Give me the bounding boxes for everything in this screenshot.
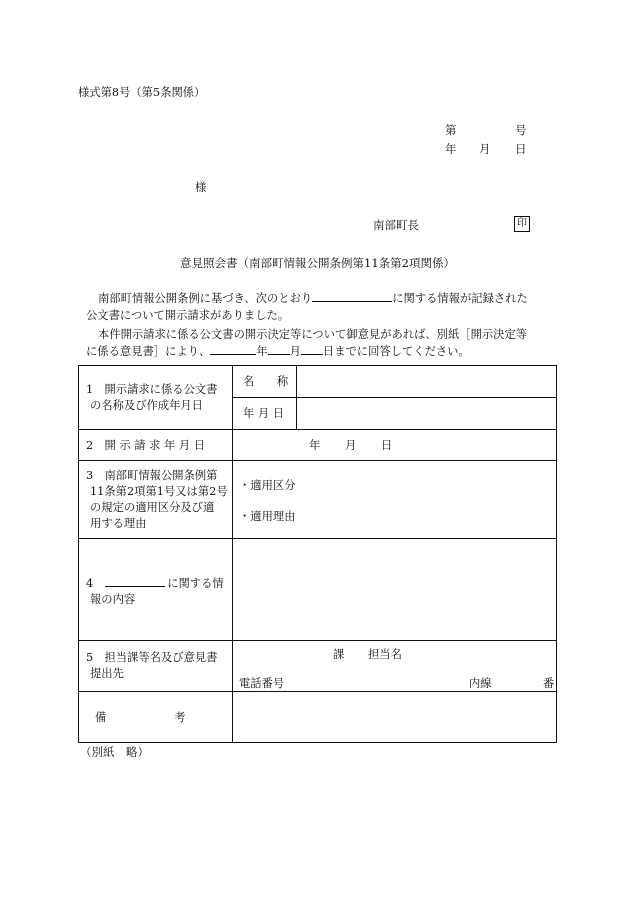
date-year: 年 [445,142,457,156]
footer-note: （別紙 略） [80,745,149,759]
request-date-field[interactable] [233,430,557,461]
label-text: に関する情 [167,577,224,590]
request-date-label: 2 開 示 請 求 年 月 日 [79,430,233,461]
body-paragraph-2 [86,326,556,360]
label-text: 1 開示請求に係る公文書 [86,382,218,396]
body-text: に関する情報が記録された [392,292,528,305]
month-text: 月 [345,439,357,452]
blank-line [210,343,256,355]
reason-field[interactable] [233,461,557,539]
label-text: 11条第2項第1号又は第2号 [90,484,228,498]
section-text: 課 [333,647,345,661]
day-text: 日 [381,439,393,452]
remarks-field[interactable] [233,692,557,743]
label-text: の規定の適用区分及び適 [90,500,215,514]
seal-mark: 印 [514,216,530,232]
label-text: 用する理由 [90,516,147,530]
blank-line [312,290,392,302]
table-row [79,539,557,641]
number-suffix-text: 番 [543,676,555,690]
body-text: に係る意見書］により、 [86,345,211,358]
table-row [79,366,557,398]
table-row [79,430,557,461]
label-text: 5 担当課等名及び意見書 [86,651,218,664]
body-paragraph-1 [86,290,556,324]
info-content-label [79,539,233,641]
body-text: 年 [256,345,268,358]
body-text: 本件開示請求に係る公文書の開示決定等について御意見があれば、別紙［開示決定等 [98,328,528,341]
body-text: 公文書について開示請求がありました。 [86,309,290,322]
blank-line [301,343,323,355]
extension-text: 内線 [469,676,492,690]
inquiry-table [78,365,557,743]
date-month: 月 [479,142,491,156]
body-text: 南部町情報公開条例に基づき、次のとおり [98,292,313,305]
document-name-field[interactable] [297,366,557,398]
table-row [79,692,557,743]
label-text: 3 南部町情報公開条例第 [86,468,218,482]
reason-label [79,461,233,539]
blank-line [268,343,290,355]
label-text: の名称及び作成年月日 [90,398,203,412]
reason-item: ・適用理由 [239,510,296,523]
body-text: 月 [289,345,301,358]
number-suffix: 号 [515,123,527,137]
issuer: 南部町長 [373,218,419,232]
info-content-field[interactable] [233,539,557,641]
date-sublabel: 年 月 日 [233,398,297,430]
document-date-field[interactable] [297,398,557,430]
table-row [79,641,557,692]
year-text: 年 [309,439,321,452]
label-text: 4 [86,577,94,590]
contact-label [79,641,233,692]
document-name-label [79,366,233,430]
document-title: 意見照会書（南部町情報公開条例第11条第2項関係） [180,256,455,270]
label-text: 提出先 [90,667,124,680]
number-prefix: 第 [445,123,457,137]
body-text: 日までに回答してください。 [322,345,470,358]
label-text: 報の内容 [90,593,136,606]
table-row [79,461,557,539]
category-item: ・適用区分 [239,479,296,492]
contact-field[interactable] [233,641,557,692]
form-number: 様式第8号（第5条関係） [78,86,206,99]
phone-text: 電話番号 [239,676,285,690]
remarks-label: 備 考 [79,692,233,743]
addressee-suffix: 様 [195,180,207,194]
date-day: 日 [515,142,527,156]
name-sublabel: 名 称 [233,366,297,398]
person-text: 担当名 [368,647,402,661]
blank-line [105,575,165,587]
